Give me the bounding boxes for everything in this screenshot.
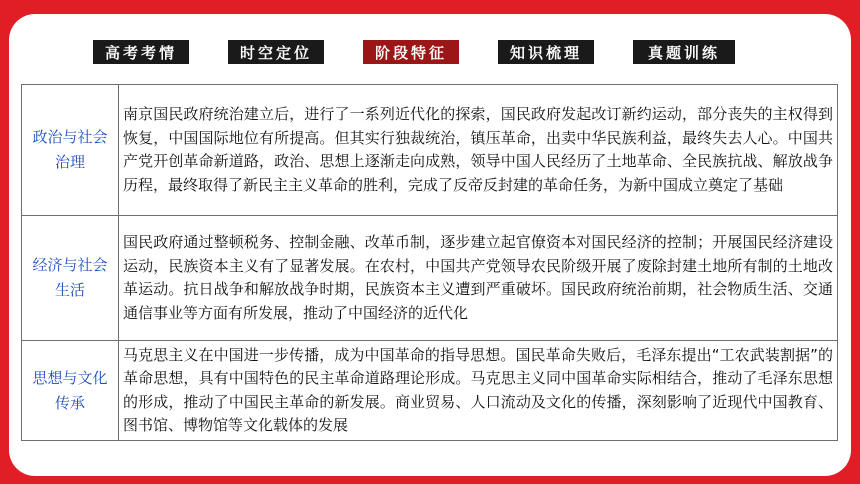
- row-text-economy: 国民政府通过整顿税务、控制金融、改革币制，逐步建立起官僚资本对国民经济的控制；开展国民经济建设运动，民族资本主义有了显著发展。在农村，中国共产党领导农民阶级开展了废除封建土地所有制的土地改革运动。抗日战争和解放战争时期，民族资本主义遭到严重破坏。国民政府统治前期，社会物质生活、交通通信事业等方面有所发展，推动了中国经济的近代化: [119, 216, 838, 341]
- row-category-economy: 经济与社会生活: [22, 216, 119, 341]
- row-category-politics: 政治与社会治理: [22, 85, 119, 216]
- table-row: [22, 85, 838, 216]
- table-row: [22, 216, 838, 341]
- tab-shikong-dingwei[interactable]: 时空定位: [228, 40, 324, 64]
- table-row: [22, 341, 838, 441]
- tab-zhishi-shuli[interactable]: 知识梳理: [498, 40, 594, 64]
- row-text-politics: 南京国民政府统治建立后，进行了一系列近代化的探索，国民政府发起改订新约运动，部分丧失的主权得到恢复，中国国际地位有所提高。但其实行独裁统治，镇压革命，出卖中华民族利益，最终失去人心。中国共产党开创革命新道路，政治、思想上逐渐走向成熟，领导中国人民经历了土地革命、全民族抗战、解放战争历程，最终取得了新民主主义革命的胜利，完成了反帝反封建的革命任务，为新中国成立奠定了基础: [119, 85, 838, 216]
- tab-gaokao-kaoqing[interactable]: 高考考情: [93, 40, 189, 64]
- tab-zhenti-xunlian[interactable]: 真题训练: [633, 40, 735, 64]
- row-category-culture: 思想与文化传承: [22, 341, 119, 441]
- row-text-culture: 马克思主义在中国进一步传播，成为中国革命的指导思想。国民革命失败后，毛泽东提出“工农武装割据”的革命思想，具有中国特色的民主革命道路理论形成。马克思主义同中国革命实际相结合，推动了毛泽东思想的形成，推动了中国民主革命的新发展。商业贸易、人口流动及文化的传播，深刻影响了近现代中国教育、图书馆、博物馆等文化载体的发展: [119, 341, 838, 441]
- section-tabs: [93, 40, 773, 64]
- stage-features-table: [21, 84, 838, 441]
- tab-jieduan-tezheng[interactable]: 阶段特征: [363, 40, 459, 64]
